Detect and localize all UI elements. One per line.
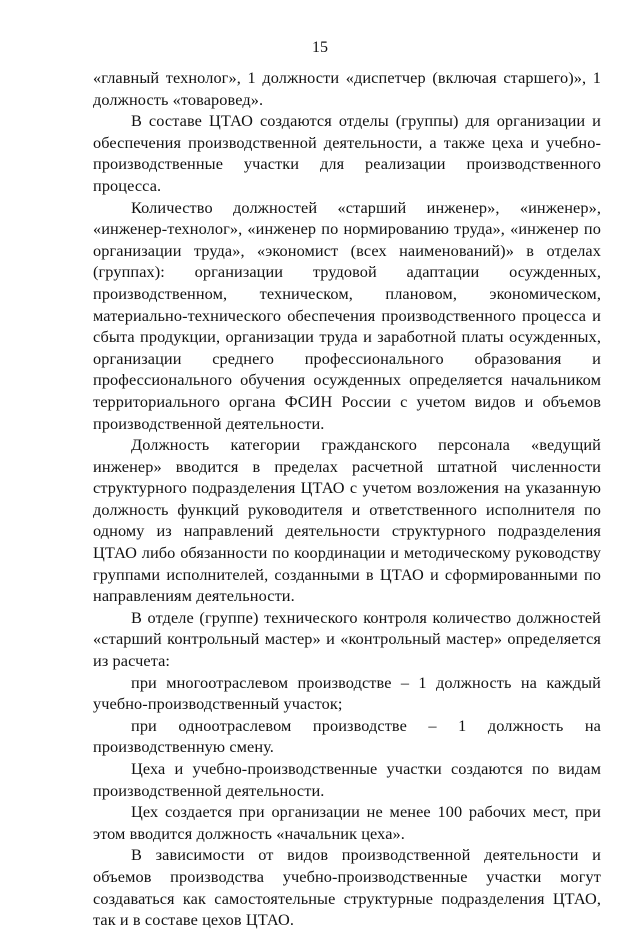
paragraph-technical-control: В отделе (группе) технического контроля количество должностей «старший контрольный мастер» и «контрольный мастер» определяется из расчета:: [93, 607, 601, 671]
paragraph-continuation: «главный технолог», 1 должности «диспетчер (включая старшего)», 1 должность «товаровед».: [93, 68, 601, 109]
paragraph-workshop-creation: Цех создается при организации не менее 100 рабочих мест, при этом вводится должность «начальник цеха».: [93, 802, 601, 843]
paragraph-single-branch: при одноотраслевом производстве – 1 должность на производственную смену.: [93, 715, 601, 757]
page-number: 15: [312, 39, 328, 56]
paragraph-production-sites: В зависимости от видов производственной деятельности и объемов производства учебно-производственные участки могут создаваться как самостоятельные структурные подразделения ЦТАО, так и в составе цехов ЦТАО.: [93, 845, 601, 930]
paragraph-ctao-departments: В составе ЦТАО создаются отделы (группы) для организации и обеспечения производственной деятельности, а также цеха и учебно-производственные участки для реализации производственного процесса.: [93, 111, 601, 195]
paragraph-engineer-positions: Количество должностей «старший инженер», «инженер», «инженер-технолог», «инженер по нормированию труда», «инженер по организации труда», «экономист (всех наименований)» в отделах (группах): организации трудовой адаптации осужденных, производственном, техническом, плановом, экономическом, материально-технического обеспечения производственного процесса и сбыта продукции, организации труда и заработной платы осужденных, организации среднего профессионального образования и профессионального обучения осужденных определяется начальником территориального органа ФСИН России с учетом видов и объемов производственной деятельности.: [93, 197, 601, 433]
paragraph-lead-engineer: Должность категории гражданского персонала «ведущий инженер» вводится в пределах расчетной штатной численности структурного подразделения ЦТАО с учетом возложения на указанную должность функций руководителя и ответственного исполнителя по одному из направлений деятельности структурного подразделения ЦТАО либо обязанности по координации и методическому руководству группами исполнителей, созданными в ЦТАО и сформированными по направлениям деятельности.: [93, 435, 601, 606]
paragraph-workshops: Цеха и учебно-производственные участки создаются по видам производственной деятельности.: [93, 759, 601, 800]
document-body: [93, 67, 601, 931]
paragraph-multi-branch: при многоотраслевом производстве – 1 должность на каждый учебно-производственный участок;: [93, 672, 601, 714]
